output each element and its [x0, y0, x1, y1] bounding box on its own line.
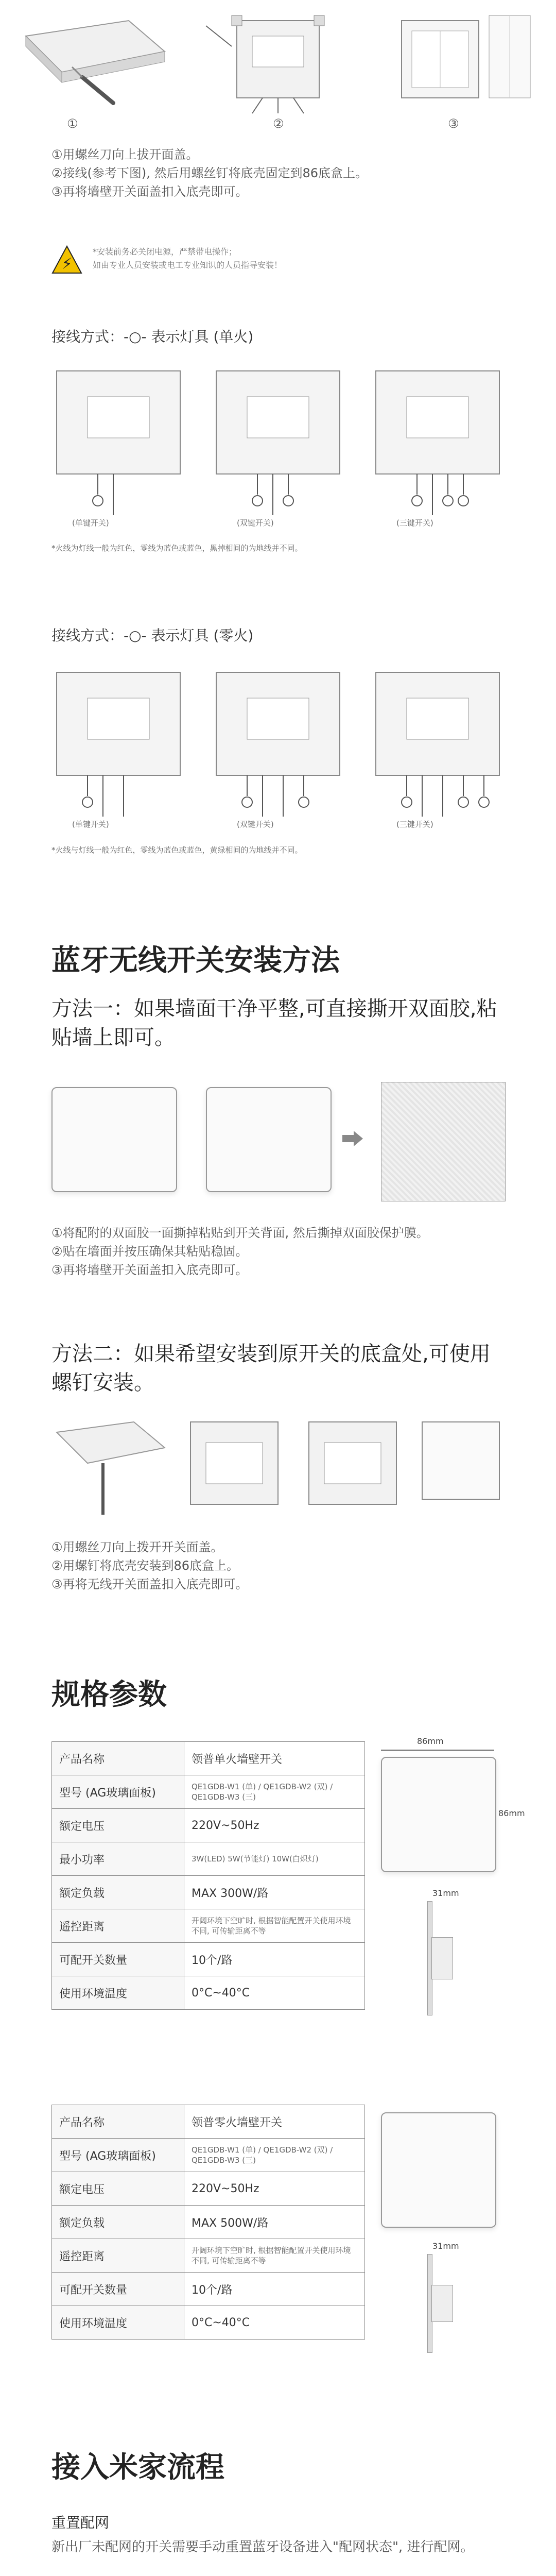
spec-key: 型号 (AG玻璃面板)	[52, 2139, 184, 2172]
switch-side-view	[402, 2254, 463, 2352]
step-number-1: ①	[67, 116, 78, 131]
table-row	[52, 1976, 365, 2010]
install-image-2	[201, 5, 355, 118]
spec-value: MAX 500W/路	[184, 2206, 365, 2239]
spec-table-1	[51, 1741, 365, 2010]
wiring-zero-label-1: (单键开关)	[72, 820, 109, 829]
table-row	[52, 2273, 365, 2306]
switch-with-screwdriver-illustration	[10, 5, 180, 108]
switch-front-view	[381, 1757, 496, 1872]
spec-title: 规格参数	[51, 1678, 167, 1711]
reset-title: 重置配网	[51, 2514, 110, 2531]
spec-key: 可配开关数量	[52, 1943, 184, 1976]
install-step: ①用螺丝刀向上拔开面盖。	[51, 147, 199, 162]
wiring-zero-svg	[51, 662, 505, 837]
dimension-drawing-1	[371, 1736, 525, 2025]
method1-switch-side	[51, 1087, 177, 1192]
reset-text: 新出厂未配网的开关需要手动重置蓝牙设备进入"配网状态", 进行配网。	[51, 2539, 474, 2555]
wiring-zero-note: *火线与灯线一般为红色，零线为蓝色或蓝色，黄绿相间的为地线并不同。	[51, 845, 303, 855]
table-row	[52, 1876, 365, 1909]
method2-step: ③再将无线开关面盖扣入底壳即可。	[51, 1577, 248, 1591]
spec-key: 产品名称	[52, 1742, 184, 1775]
warning-block	[51, 242, 412, 283]
spec-key: 可配开关数量	[52, 2273, 184, 2306]
wiring-zero-diagrams	[51, 662, 505, 837]
mijia-title: 接入米家流程	[51, 2451, 224, 2484]
warning-text: *安装前务必关闭电源，严禁带电操作； 如由专业人员安装或电工专业知识的人员指导安装！	[93, 247, 283, 270]
spec-key: 额定电压	[52, 2172, 184, 2206]
wiring-single-svg	[51, 361, 505, 536]
spec-value: 0°C~40°C	[184, 2306, 365, 2340]
table-row	[52, 2172, 365, 2206]
wiring-single-note: *火线为灯线一般为红色，零线为蓝色或蓝色，黑掉相间的为地线并不同。	[51, 544, 303, 553]
spec-value: 3W(LED) 5W(节能灯) 10W(白炽灯)	[184, 1842, 365, 1876]
spec-value: 220V~50Hz	[184, 1809, 365, 1842]
spec-key: 型号 (AG玻璃面板)	[52, 1775, 184, 1809]
method1-wall-texture	[381, 1082, 506, 1201]
arrow-right-icon	[342, 1131, 363, 1146]
spec-key: 遥控距离	[52, 1909, 184, 1943]
dim-line	[381, 1750, 494, 1751]
wiring-single-title: 接线方式：-○- 表示灯具 (单火)	[51, 328, 254, 345]
method2-text: 方法二：如果希望安装到原开关的底盒处,可使用螺钉安装。	[51, 1342, 491, 1395]
table-row	[52, 2306, 365, 2340]
table-row	[52, 2139, 365, 2172]
table-row	[52, 1809, 365, 1842]
wiring-single-label-2: (双键开关)	[237, 518, 274, 528]
method1-text: 方法一：如果墙面干净平整,可直接撕开双面胶,粘贴墙上即可。	[51, 997, 497, 1049]
spec-key: 额定负载	[52, 2206, 184, 2239]
dim-width-label: 86mm	[417, 1736, 444, 1746]
table-row	[52, 1775, 365, 1809]
method1-steps	[51, 1224, 505, 1279]
method2-step: ①用螺丝刀向上拨开开关面盖。	[51, 1540, 223, 1554]
wiring-zero-title: 接线方式：-○- 表示灯具 (零火)	[51, 627, 254, 644]
table-row	[52, 2206, 365, 2239]
table-row	[52, 1909, 365, 1943]
table-row	[52, 1943, 365, 1976]
table-row	[52, 1742, 365, 1775]
dim-depth-label: 31mm	[432, 2241, 459, 2251]
spec-value: QE1GDB-W1 (单) / QE1GDB-W2 (双) / QE1GDB-W3 (三)	[184, 2139, 365, 2172]
svg-text:⚡: ⚡	[61, 255, 73, 273]
spec-value: 开阔环境下空旷时, 根据智能配置开关使用环境不同, 可传输距离不等	[184, 1909, 365, 1943]
method1-switch-front	[206, 1087, 332, 1192]
spec-value: 0°C~40°C	[184, 1976, 365, 2010]
install-image-3	[381, 5, 535, 118]
step-number-3: ③	[448, 116, 459, 131]
spec-value: 10个/路	[184, 2273, 365, 2306]
method2-images	[51, 1406, 505, 1525]
spec-value: 220V~50Hz	[184, 2172, 365, 2206]
wiring-zero-label-3: (三键开关)	[396, 820, 433, 829]
spec-value: MAX 300W/路	[184, 1876, 365, 1909]
spec-key: 最小功率	[52, 1842, 184, 1876]
wiring-single-diagrams	[51, 361, 505, 536]
switch-side-view	[402, 1901, 463, 2014]
spec-key: 额定负载	[52, 1876, 184, 1909]
spec-key: 使用环境温度	[52, 2306, 184, 2340]
method2-illustration	[51, 1406, 505, 1525]
method1-step: ①将配附的双面胶一面撕掉粘贴到开关背面, 然后撕掉双面胶保护膜。	[51, 1226, 429, 1240]
install-steps-top	[51, 145, 515, 201]
wiring-zero-label-2: (双键开关)	[237, 820, 274, 829]
install-step: ②接线(参考下图), 然后用螺丝钉将底壳固定到86底盒上。	[51, 166, 368, 180]
wiring-single-label-1: (单键开关)	[72, 518, 109, 528]
method2-step: ②用螺钉将底壳安装到86底盒上。	[51, 1558, 239, 1573]
dim-depth-label: 31mm	[432, 1888, 459, 1898]
switch-front-view	[381, 2112, 496, 2228]
wiring-module-illustration	[201, 5, 355, 118]
installed-switch-illustration	[381, 5, 535, 118]
method2-steps	[51, 1538, 505, 1594]
spec-table-2	[51, 2105, 365, 2340]
table-row	[52, 2105, 365, 2139]
method1-step: ②贴在墙面并按压确保其粘贴稳固。	[51, 1244, 248, 1259]
install-image-1	[10, 5, 180, 108]
spec-key: 遥控距离	[52, 2239, 184, 2273]
dimension-drawing-2	[371, 2102, 525, 2349]
bt-title: 蓝牙无线开关安装方法	[51, 944, 340, 977]
spec-value: 领普单火墙壁开关	[184, 1742, 365, 1775]
spec-value: 开阔环境下空旷时, 根据智能配置开关使用环境不同, 可传输距离不等	[184, 2239, 365, 2273]
dim-height-label: 86mm	[498, 1808, 525, 1818]
spec-key: 产品名称	[52, 2105, 184, 2139]
spec-value: 10个/路	[184, 1943, 365, 1976]
method1-images	[51, 1082, 505, 1206]
table-row	[52, 1842, 365, 1876]
install-step: ③再将墙壁开关面盖扣入底壳即可。	[51, 184, 248, 199]
spec-key: 使用环境温度	[52, 1976, 184, 2010]
top-install-images	[10, 0, 546, 134]
step-number-2: ②	[273, 116, 284, 131]
spec-key: 额定电压	[52, 1809, 184, 1842]
spec-value: QE1GDB-W1 (单) / QE1GDB-W2 (双) / QE1GDB-W3 (三)	[184, 1775, 365, 1809]
method1-step: ③再将墙壁开关面盖扣入底壳即可。	[51, 1263, 248, 1277]
spec-value: 领普零火墙壁开关	[184, 2105, 365, 2139]
warning-icon	[51, 245, 82, 274]
wiring-single-label-3: (三键开关)	[396, 518, 433, 528]
table-row	[52, 2239, 365, 2273]
